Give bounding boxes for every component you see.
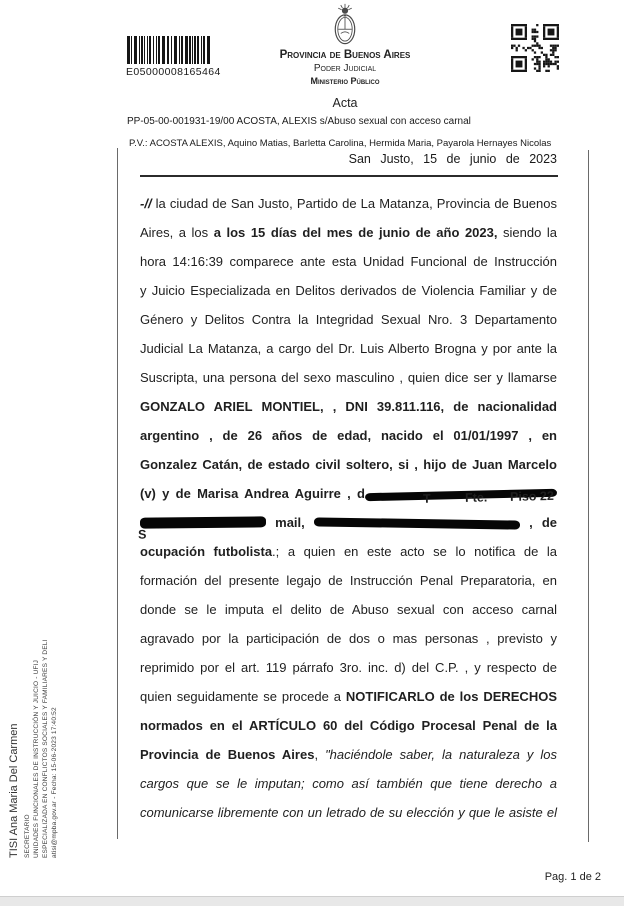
redaction-stroke <box>138 516 266 542</box>
barcode-text: E05000008165464 <box>126 66 221 78</box>
body-text-segment: formación del presente legajo de Instrucción Penal Preparatoria, en <box>140 573 557 588</box>
body-text-segment: Aires, a los <box>140 225 214 240</box>
signer-meta: atisi@mpba.gov.ar - Fecha: 15-06-2023 17:40:52 <box>51 707 58 858</box>
body-line <box>140 595 557 624</box>
body-line <box>138 508 557 542</box>
body-line <box>140 276 557 305</box>
body-line <box>140 189 557 218</box>
signer-unit: UNIDADES FUNCIONALES DE INSTRUCCIÓN Y JUICIO - UFIJ <box>33 659 40 858</box>
body-text-segment: , de <box>519 515 557 530</box>
org-ministry: Ministerio Público <box>310 76 380 86</box>
body-line <box>140 798 557 827</box>
body-text-segment: Judicial La Matanza, a cargo del Dr. Luis Alberto Brogna y por ante la <box>140 341 557 356</box>
body-text-segment: mail, <box>266 515 314 530</box>
body-line <box>140 537 557 566</box>
body-line <box>140 740 557 769</box>
body-text-segment: ocupación futbolista <box>140 544 273 559</box>
body-text-segment: quien seguidamente se procede a <box>140 689 346 704</box>
left-margin-rule <box>117 148 118 839</box>
body-line <box>140 218 557 247</box>
signer-role: SECRETARIO <box>24 814 31 858</box>
body-text-segment: Género y Delitos Contra la Integridad Sexual Nro. 3 Departamento <box>140 312 557 327</box>
redaction-peek-text: S <box>138 527 147 542</box>
body-line <box>140 247 557 276</box>
body-line <box>140 334 557 363</box>
org-name: Provincia de Buenos Aires <box>279 49 411 61</box>
header-divider <box>140 175 558 177</box>
body-line <box>140 653 557 682</box>
body-line <box>140 392 557 421</box>
parties-line: P.V.: ACOSTA ALEXIS, Aquino Matias, Barletta Carolina, Hermida Maria, Payarola Hernayes Nicolas <box>129 138 552 149</box>
redaction-peek-text: T <box>422 491 431 506</box>
case-reference: PP-05-00-001931-19/00 ACOSTA, ALEXIS s/Abuso sexual con acceso carnal <box>127 116 471 127</box>
org-branch: Poder Judicial <box>313 63 377 74</box>
body-line <box>140 363 557 392</box>
body-line <box>140 305 557 334</box>
body-text-segment: GONZALO ARIEL MONTIEL, , DNI 39.811.116, de nacionalidad <box>140 399 557 414</box>
body-text-segment: siendo la <box>497 225 557 240</box>
qr-code <box>511 24 559 72</box>
body-line <box>140 566 557 595</box>
barcode <box>127 36 211 64</box>
redaction-peek-text: Fte. <box>464 490 488 505</box>
body-text-segment: , <box>314 747 326 762</box>
body-text-segment: comunicarse libremente con un letrado de su elección y que le asiste el <box>140 805 557 820</box>
signer-name: TISI Ana Maria Del Carmen <box>8 723 20 858</box>
document-title: Acta <box>332 96 358 110</box>
body-text-segment: (v) y de Marisa Andrea Aguirre , d <box>140 486 365 501</box>
body-text-segment: y Juicio Especializada en Delitos derivados de Violencia Familiar y de <box>140 283 557 298</box>
body-text-segment: a los 15 días del mes de junio de año 2023, <box>213 225 498 240</box>
coat-of-arms-icon <box>327 3 363 47</box>
body-text-segment: "haciéndole saber, la naturaleza y los <box>325 747 557 762</box>
body-text-segment: hora 14:16:39 comparece ante esta Unidad Funcional de Instrucción <box>140 254 557 269</box>
body-line <box>140 421 557 450</box>
page-edge-strip <box>0 896 624 906</box>
body-text-segment: -// <box>140 196 152 211</box>
body-text-segment: argentino , de 26 años de edad, nacido el 01/01/1997 , en <box>140 428 557 443</box>
body-line <box>140 624 557 653</box>
body-text-segment: reprimido por el art. 119 párrafo 3ro. inc. d) del C.P. , y respecto de <box>140 660 557 675</box>
body-text-segment: cargos que se le imputan; como así también que tiene derecho a <box>140 776 557 791</box>
redaction-stroke <box>365 488 557 506</box>
body-text-segment: NOTIFICARLO de los DERECHOS <box>345 689 557 704</box>
place-date-line: San Justo, 15 de junio de 2023 <box>348 152 557 166</box>
body-text-segment: normados en el ARTÍCULO 60 del Código Procesal Penal de la <box>140 718 557 733</box>
body-line <box>140 682 557 711</box>
signer-unit-2: ESPECIALIZADA EN CONFLICTOS SOCIALES Y FAMILIARES Y DELI <box>42 639 49 858</box>
body-text-segment: Suscripta, una persona del sexo masculino , quien dice ser y llamarse <box>140 370 557 385</box>
right-margin-rule <box>588 150 589 842</box>
body-text-segment: la ciudad de San Justo, Partido de La Matanza, Provincia de Buenos <box>151 196 557 211</box>
body-line <box>140 769 557 798</box>
redaction-peek-text: Piso 22 <box>509 488 554 504</box>
body-text <box>140 189 557 827</box>
page-number: Pag. 1 de 2 <box>544 871 601 883</box>
body-text-segment: .; a quien en este acto se lo notifica de la <box>272 544 557 559</box>
body-line <box>140 479 557 508</box>
body-text-segment: Provincia de Buenos Aires <box>140 747 315 762</box>
body-line <box>140 711 557 740</box>
redaction-stroke <box>314 517 520 529</box>
body-text-segment: Gonzalez Catán, de estado civil soltero, si , hijo de Juan Marcelo <box>140 457 557 472</box>
body-line <box>140 450 557 479</box>
body-text-segment: donde se le imputa el delito de Abuso sexual con acceso carnal <box>140 602 557 617</box>
signature-stamp <box>7 556 59 858</box>
body-text-segment: agravado por la participación de dos o mas personas , previsto y <box>140 631 557 646</box>
